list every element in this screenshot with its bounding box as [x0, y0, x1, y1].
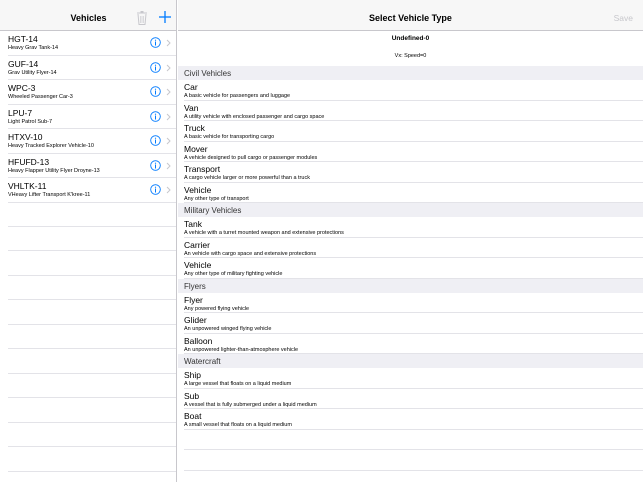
vehicles-title: Vehicles — [70, 13, 107, 23]
type-desc: A vessel that is fully submerged under a liquid medium — [184, 401, 317, 408]
type-title: Flyer — [184, 294, 203, 305]
chevron-right-icon — [166, 88, 171, 96]
vehicle-row[interactable] — [8, 56, 177, 81]
empty-row — [8, 447, 177, 472]
type-row[interactable] — [184, 101, 643, 122]
chevron-right-icon — [166, 186, 171, 194]
vehicle-row[interactable] — [8, 178, 177, 203]
vehicle-desc: Wheeled Passenger Car-3 — [8, 94, 73, 100]
section-header: Watercraft — [178, 354, 643, 368]
type-desc: A utility vehicle with enclosed passenger and cargo space — [184, 113, 325, 120]
type-desc: Any other type of transport — [184, 195, 249, 202]
save-button[interactable]: Save — [613, 13, 633, 23]
type-title: Tank — [184, 219, 202, 229]
type-desc: A vehicle designed to pull cargo or passenger modules — [184, 154, 318, 161]
vehicle-code: LPU-7 — [8, 107, 33, 118]
section-header: Military Vehicles — [178, 203, 643, 217]
type-desc: A basic vehicle for passengers and luggage — [184, 93, 291, 99]
type-row[interactable] — [184, 389, 643, 410]
vehicle-row[interactable] — [8, 129, 177, 154]
type-desc: A vehicle with a turret mounted weapon and extensive protections — [184, 230, 344, 236]
type-title: Van — [184, 102, 199, 113]
vehicle-desc: Heavy Tracked Explorer Vehicle-10 — [8, 143, 94, 149]
vehicle-desc: Grav Utility Flyer-14 — [8, 69, 57, 76]
vehicle-list — [0, 31, 177, 203]
empty-row — [8, 374, 177, 399]
info-icon[interactable] — [150, 160, 161, 171]
plus-icon[interactable] — [158, 10, 172, 24]
type-title: Truck — [184, 123, 205, 133]
type-title: Vehicle — [184, 260, 212, 270]
info-icon[interactable] — [150, 62, 161, 73]
vehicle-desc: Heavy Flapper Utility Flyer Droyne-13 — [8, 167, 100, 174]
vehicle-row[interactable] — [8, 31, 177, 56]
empty-row — [8, 349, 177, 374]
type-title: Ship — [184, 370, 202, 380]
type-desc: A cargo vehicle larger or more powerful than a truck — [184, 175, 310, 181]
vehicle-code: WPC-3 — [8, 83, 36, 93]
empty-row — [184, 430, 643, 451]
type-row[interactable] — [184, 409, 643, 430]
type-row[interactable] — [184, 258, 643, 279]
chevron-right-icon — [166, 137, 171, 145]
type-desc: A basic vehicle for transporting cargo — [184, 134, 275, 140]
type-title: Balloon — [184, 335, 213, 346]
vehicle-desc: Heavy Grav Tank-14 — [8, 45, 59, 51]
vehicle-code: HTXV-10 — [8, 132, 43, 142]
info-icon[interactable] — [150, 86, 161, 97]
info-icon[interactable] — [150, 135, 161, 146]
type-title: Carrier — [184, 239, 210, 250]
type-desc: Any powered flying vehicle — [184, 305, 250, 312]
type-row[interactable] — [184, 293, 643, 314]
type-title: Boat — [184, 411, 202, 421]
vehicle-row[interactable] — [8, 154, 177, 179]
type-title: Vehicle — [184, 184, 212, 195]
vehicle-code: GUF-14 — [8, 58, 39, 69]
info-icon[interactable] — [150, 37, 161, 48]
type-row[interactable] — [184, 121, 643, 142]
empty-row — [8, 276, 177, 301]
empty-row — [8, 251, 177, 276]
empty-row — [184, 450, 643, 471]
vehicle-desc: VHeavy Lifter Transport K'kree-11 — [8, 192, 91, 198]
empty-row — [8, 300, 177, 325]
vehicle-type-pane — [178, 0, 643, 482]
type-title: Transport — [184, 164, 221, 174]
type-row[interactable] — [184, 183, 643, 204]
vehicles-pane — [0, 0, 177, 482]
type-title: Mover — [184, 143, 208, 154]
type-row[interactable] — [184, 238, 643, 259]
type-desc: A large vessel that floats on a liquid medium — [184, 381, 292, 387]
vehicle-speed: Vx: Speed=0 — [394, 53, 427, 59]
empty-row — [8, 398, 177, 423]
type-row[interactable] — [184, 217, 643, 238]
chevron-right-icon — [166, 162, 171, 170]
chevron-right-icon — [166, 64, 171, 72]
vehicle-row[interactable] — [8, 105, 177, 130]
type-desc: An vehicle with cargo space and extensive protections — [184, 250, 317, 257]
empty-row — [8, 227, 177, 252]
vehicle-type-nav-bar — [178, 0, 643, 31]
empty-row — [8, 423, 177, 448]
type-row[interactable] — [184, 313, 643, 334]
type-row[interactable] — [184, 142, 643, 163]
empty-row — [8, 202, 177, 227]
vehicle-row[interactable] — [8, 80, 177, 105]
info-icon[interactable] — [150, 184, 161, 195]
empty-row — [8, 325, 177, 350]
type-desc: An unpowered lighter-than-atmosphere vehicle — [184, 346, 299, 353]
type-desc: Any other type of military fighting vehicle — [184, 271, 283, 277]
vehicle-code: HGT-14 — [8, 34, 38, 44]
vehicle-type-list — [178, 66, 643, 471]
vehicles-nav-bar — [0, 0, 177, 31]
vehicle-type-title: Select Vehicle Type — [369, 13, 452, 23]
trash-icon[interactable] — [136, 11, 148, 25]
type-row[interactable] — [184, 162, 643, 183]
vehicle-code: HFUFD-13 — [8, 156, 50, 167]
type-row[interactable] — [184, 334, 643, 355]
vehicle-desc: Light Patrol Sub-7 — [8, 118, 53, 125]
type-title: Sub — [184, 390, 200, 401]
section-header: Civil Vehicles — [178, 66, 643, 80]
section-header: Flyers — [178, 279, 643, 293]
type-row[interactable] — [184, 80, 643, 101]
type-title: Glider — [184, 315, 207, 325]
vehicle-summary: Undefined-0 — [391, 35, 430, 42]
type-title: Car — [184, 82, 198, 92]
type-row[interactable] — [184, 368, 643, 389]
chevron-right-icon — [166, 39, 171, 47]
vehicle-code: VHLTK-11 — [8, 181, 47, 191]
type-desc: A small vessel that floats on a liquid medium — [184, 422, 292, 428]
empty-row-separators — [8, 202, 177, 472]
chevron-right-icon — [166, 113, 171, 121]
info-icon[interactable] — [150, 111, 161, 122]
type-desc: An unpowered winged flying vehicle — [184, 326, 272, 332]
